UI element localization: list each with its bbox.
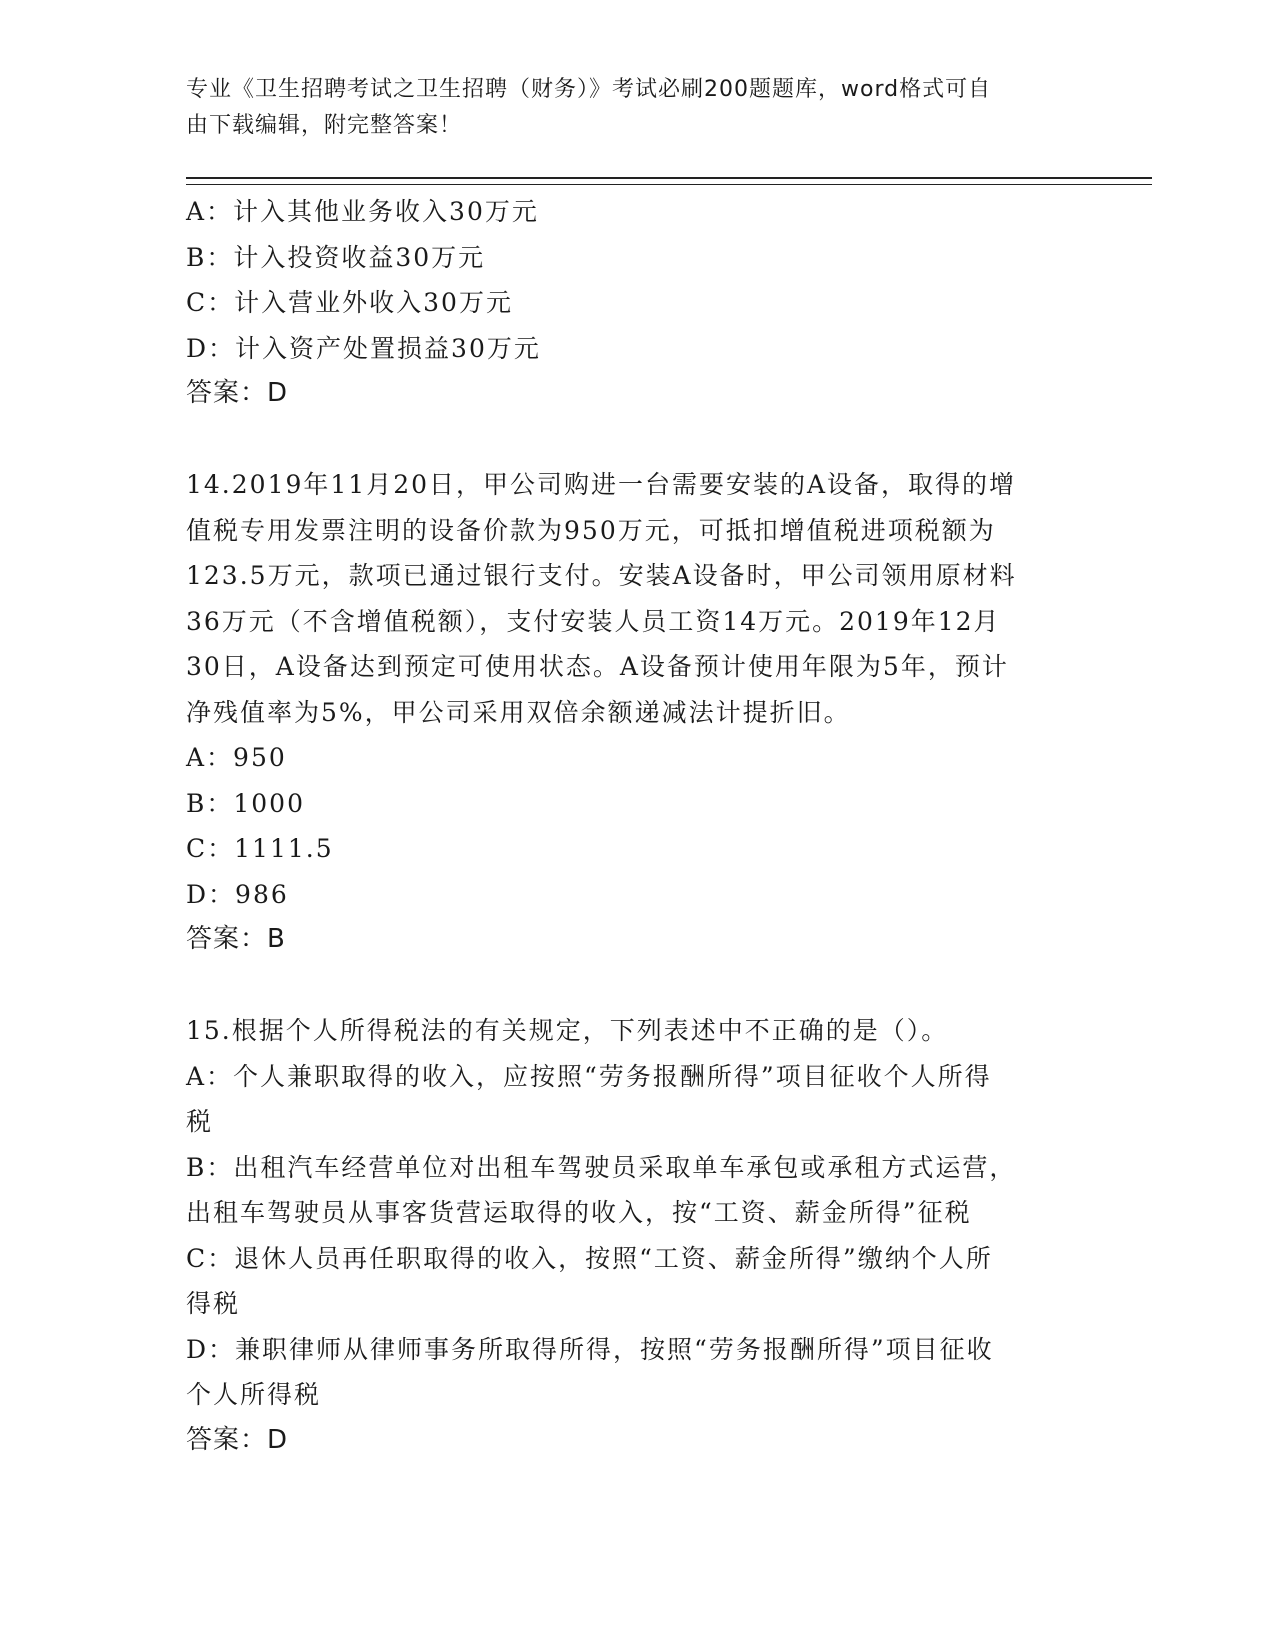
question-stem-line: 123.5万元，款项已通过银行支付。安装A设备时，甲公司领用原材料 [186,561,1017,590]
option-line: D：兼职律师从律师事务所取得所得，按照“劳务报酬所得”项目征收 [186,1334,994,1364]
spacer [186,417,1086,463]
option-c: C：计入营业外收入30万元 [186,288,513,317]
option-a: A：950 [186,743,287,772]
question-stem-line: 15.根据个人所得税法的有关规定，下列表述中不正确的是（）。 [186,1016,949,1045]
option-line: C：退休人员再任职取得的收入，按照“工资、薪金所得”缴纳个人所 [186,1243,993,1273]
spacer [186,963,1086,1009]
option-c: C：1111.5 [186,834,334,863]
question-13 [186,189,1086,417]
header-divider [186,177,1152,185]
option-b: B：计入投资收益30万元 [186,242,486,272]
option-d: D：986 [186,879,289,909]
question-14 [186,462,1086,963]
option-a: A：计入其他业务收入30万元 [186,197,539,226]
answer-line: 答案：B [186,924,286,954]
option-line: 个人所得税 [186,1380,322,1409]
option-line: 税 [186,1107,214,1136]
option-line: 出租车驾驶员从事客货营运取得的收入，按“工资、薪金所得”征税 [186,1198,972,1227]
document-body [186,189,1086,1463]
option-line: B：出租汽车经营单位对出租车驾驶员采取单车承包或承租方式运营， [186,1152,1017,1182]
option-d: D：计入资产处置损益30万元 [186,333,541,363]
question-stem-line: 值税专用发票注明的设备价款为950万元，可抵扣增值税进项税额为 [186,515,996,545]
option-line: 得税 [186,1289,241,1318]
question-stem-line: 14.2019年11月20日，甲公司购进一台需要安装的A设备，取得的增 [186,470,1017,499]
header-line-1: 专业《卫生招聘考试之卫生招聘（财务）》考试必刷200题题库，word格式可自 [186,77,992,102]
question-15 [186,1008,1086,1463]
option-line: A：个人兼职取得的收入，应按照“劳务报酬所得”项目征收个人所得 [186,1061,992,1091]
question-stem-line: 净残值率为5%，甲公司采用双倍余额递减法计提折旧。 [186,697,851,727]
answer-line: 答案：D [186,1424,289,1455]
question-stem-line: 36万元（不含增值税额），支付安装人员工资14万元。2019年12月 [186,606,1001,636]
page-header [186,72,1086,144]
answer-line: 答案：D [186,378,289,408]
header-line-2: 由下载编辑，附完整答案！ [186,113,463,138]
option-b: B：1000 [186,788,305,818]
question-stem-line: 30日，A设备达到预定可使用状态。A设备预计使用年限为5年，预计 [186,652,1009,681]
